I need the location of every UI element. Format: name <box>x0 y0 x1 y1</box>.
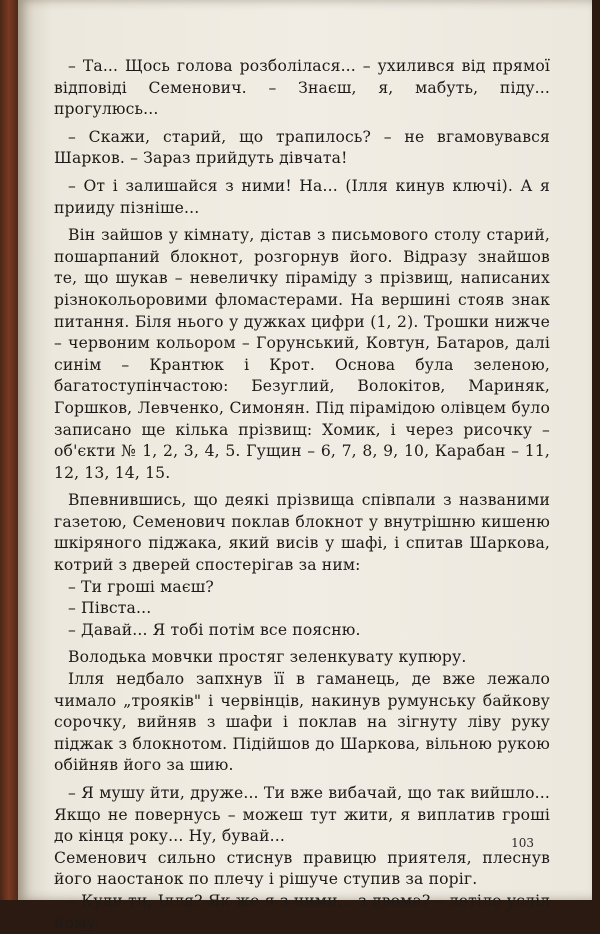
page-body-text <box>54 56 550 934</box>
paragraph-3: – От і залишайся з ними! На... (Ілля кинув ключі). А я прииду пізніше... <box>54 176 550 217</box>
book-page <box>18 0 592 932</box>
paragraph-10: Ілля недбало запхнув її в гаманець, де вже лежало чимало „трояків" і червінців, накинув румунську байкову сорочку, вийняв з шафи і поклав на зігнуту ліву руку піджак з блокнотом. Підійшов до Шаркова, вільною рукою обійняв його за шию. <box>54 670 550 775</box>
paragraph-8: – Давай... Я тобі потім все поясню. <box>68 620 361 639</box>
paragraph-1: – Та... Щось голова розболілася... – ухилився від прямої відповіді Семенович. – Знаєш, я, мабуть, піду... прогулюсь... <box>54 57 550 119</box>
paragraph-5: Впевнившись, що деякі прізвища співпали з названими газетою, Семенович поклав блокнот у внутрішню кишеню шкіряного піджака, який висів у шафі, і спитав Шаркова, котрий з дверей спостерігав за ним: <box>54 491 550 575</box>
paragraph-7: – Півста... <box>68 599 152 618</box>
paragraph-2: – Скажи, старий, що трапилось? – не вгамовувався Шарков. – Зараз прийдуть дівчата! <box>54 127 550 168</box>
paragraph-4: Він зайшов у кімнату, дістав з письмового столу старий, пошарпаний блокнот, розгорнув його. Відразу знайшов те, що шукав – невеличку піраміду з прізвищ, написаних різнокольоровими фломастерами. На вершині стояв знак питання. Біля нього у дужках цифри (1, 2). Трошки нижче – червоним кольором – Горунський, Ковтун, Батаров, далі синім – Крантюк і Крот. Основа була зеленою, багатоступінчастою: Безуглий, Волокітов, Мариняк, Горшков, Левченко, Симонян. Під пірамідою олівцем було записано ще кілька прізвищ: Хомик, і через рисочку – об'єкти № 1, 2, 3, 4, 5. Гущин – 6, 7, 8, 9, 10, Карабан – 11, 12, 13, 14, 15. <box>54 226 550 482</box>
page-number: 103 <box>511 836 534 850</box>
paragraph-11: – Я мушу йти, друже... Ти вже вибачай, що так вийшло... Якщо не повернусь – можеш тут жити, я виплатив гроші до кінця року... Ну, бувай... <box>54 784 550 846</box>
paragraph-6: – Ти гроші маєш? <box>68 577 214 596</box>
paragraph-13: – Куди ти, Ілля? Як же я з ними... з двома? – летіло услід йому. <box>54 891 550 932</box>
paragraph-12: Семенович сильно стиснув правицю приятеля, плеснув його наостанок по плечу і рішуче ступив за поріг. <box>54 848 550 889</box>
paragraph-9: Володька мовчки простяг зеленкувату купюру. <box>68 648 467 667</box>
